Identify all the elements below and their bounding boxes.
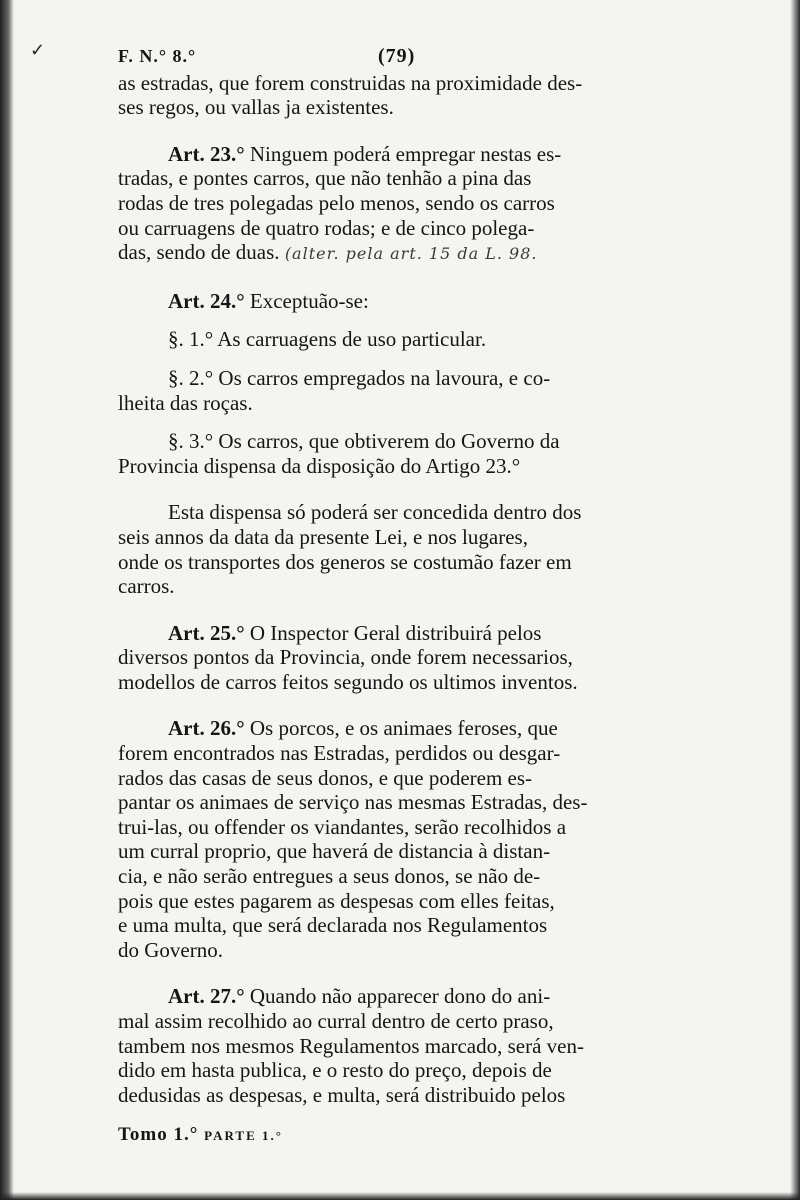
section-2: §. 2.° Os carros empregados na lavoura, e co- lheita das roças. xyxy=(118,365,551,415)
article-label: Art. 24.° xyxy=(168,288,245,313)
page-edge-right xyxy=(790,0,800,1200)
article-27: Art. 27.° Quando não apparecer dono do ani- mal assim recolhido ao curral dentro de certo praso, tambem nos mesmos Regulamentos marcado, será ven- dido em hasta publica, e o resto do preço, depois de dedusidas as despesas, e multa, será distribuido pelos xyxy=(118,984,584,1107)
page-edge-left xyxy=(0,0,14,1200)
article-label: Art. 25.° xyxy=(168,620,245,645)
part-label: PARTE 1.° xyxy=(204,1128,283,1144)
folio-signature: F. N.° 8.° xyxy=(118,46,197,66)
dispensation-paragraph: Esta dispensa só poderá ser concedida dentro dos seis annos da data da presente Lei, e nos lugares, onde os transportes dos generos se costumão fazer em carros. xyxy=(118,500,582,599)
margin-mark: ✓ xyxy=(30,40,46,60)
paragraph-continuation: as estradas, que forem construidas na proximidade des- ses regos, ou vallas ja existentes. xyxy=(118,70,583,120)
running-header xyxy=(118,44,710,69)
article-24: Art. 24.° Exceptuão-se: xyxy=(168,288,369,313)
article-label: Art. 26.° xyxy=(168,716,245,741)
page-number: (79) xyxy=(378,45,416,67)
article-23: Art. 23.° Ninguem poderá empregar nestas es- tradas, e pontes carros, que não tenhão a pina das rodas de tres polegadas pelo menos, sendo os carros ou carruagens de quatro rodas; e de cinco polega- das, sendo de duas. (alter. pela art. 15 da L. 98. xyxy=(118,141,562,265)
page-edge-bottom xyxy=(0,1192,800,1200)
article-label: Art. 27.° xyxy=(168,984,245,1009)
footer-signature xyxy=(118,1123,710,1149)
handwritten-annotation: (alter. pela art. 15 da L. 98. xyxy=(284,244,538,264)
section-3: §. 3.° Os carros, que obtiverem do Governo da Provincia dispensa da disposição do Artigo 23.° xyxy=(118,429,560,478)
article-26: Art. 26.° Os porcos, e os animaes feroses, que forem encontrados nas Estradas, perdidos ou desgar- rados das casas de seus donos, e que poderem es- pantar os animaes de serviço nas mesmas Estradas, des- trui-las, ou offender os viandantes, serão recolhidos a um curral proprio, que haverá de distancia à distan- cia, e não serão entregues a seus donos, se não de- pois que estes pagarem as despesas com elles feitas, e uma multa, que será declarada nos Regulamentos do Governo. xyxy=(118,716,588,962)
article-label: Art. 23.° xyxy=(168,141,245,166)
text-column xyxy=(118,44,710,1149)
section-1: §. 1.° As carruagens de uso particular. xyxy=(168,327,487,352)
article-25: Art. 25.° O Inspector Geral distribuirá pelos diversos pontos da Provincia, onde forem necessarios, modellos de carros feitos segundo os ultimos inventos. xyxy=(118,620,578,694)
volume-label: Tomo 1.° xyxy=(118,1124,199,1146)
